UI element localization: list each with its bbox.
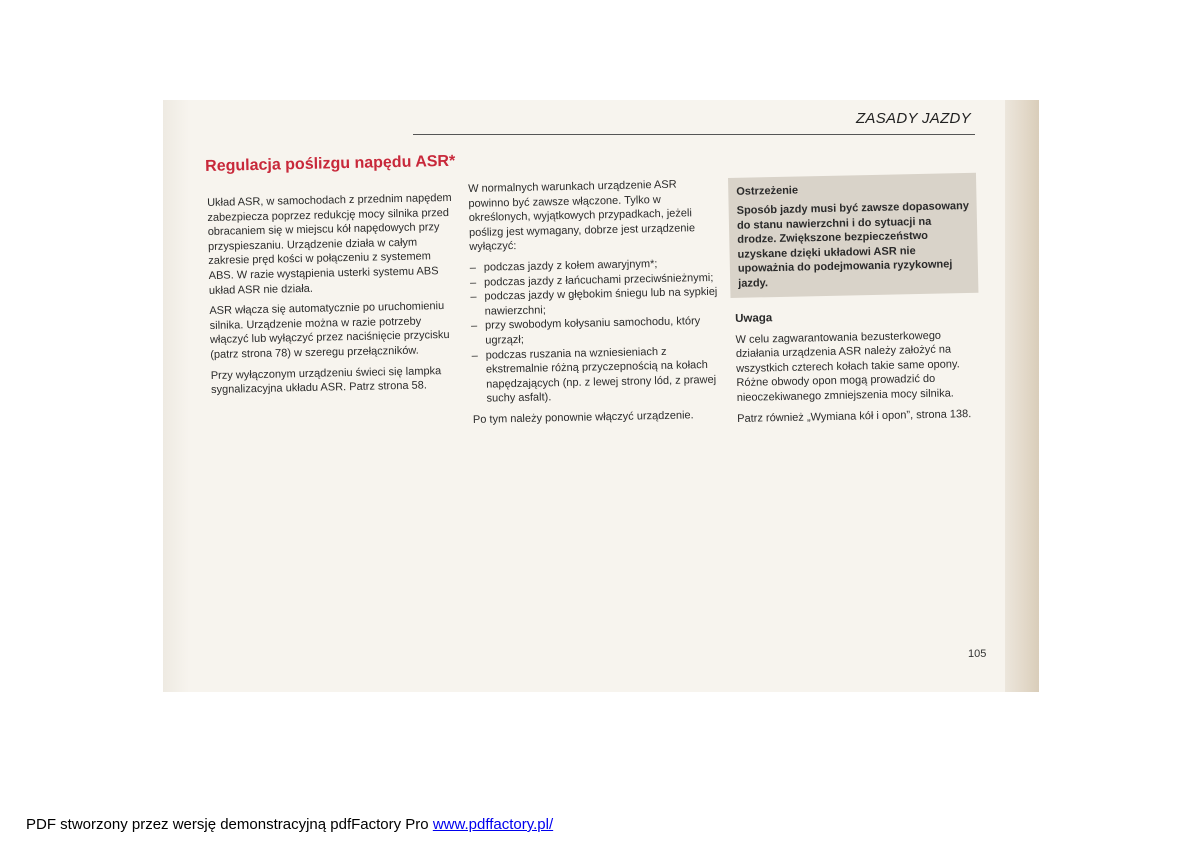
list-item-text: podczas ruszania na wzniesieniach z ekstremalnie różną przyczepnością na kołach napędzających (np. z lewej strony lód, z prawej suchy asfalt). [485, 345, 717, 405]
dash-marker: – [469, 261, 477, 274]
warning-text: Sposób jazdy musi być zawsze dopasowany do stanu nawierzchni i do sytuacji na drodze. Zwiększone bezpieczeństwo uzyskane dzięki układowi ASR nie upoważnia do podejmowania ryzykownej jazdy. [736, 199, 970, 290]
paragraph: Patrz również „Wymiana kół i opon”, strona 138. [737, 407, 972, 425]
running-header [413, 110, 975, 135]
text-column-1 [207, 191, 457, 404]
paragraph: W normalnych warunkach urządzenie ASR powinno być zawsze włączone. Tylko w określonych, wyjątkowych przypadkach, jeżeli poślizg jest wymagany, dobrze jest urządzenie wyłączyć: [468, 178, 696, 254]
list-item-text: przy swobodym kołysaniu samochodu, który ugrzązł; [484, 315, 701, 347]
paragraph: W celu zagwarantowania bezusterkowego działania urządzenia ASR należy założyć na wszystkich czterech kołach takie same opony. Różne obwody opon mogą prowadzić do nieoczekiwanego zmniejszenia mocy silnika. [735, 329, 960, 404]
pdf-footer [26, 816, 553, 833]
section-title: Regulacja poślizgu napędu ASR* [205, 152, 456, 175]
dash-marker: – [470, 291, 477, 304]
paragraph: Po tym należy ponownie włączyć urządzenie. [472, 409, 694, 426]
condition-list [470, 256, 721, 407]
page-edge-shadow [1005, 100, 1039, 692]
dash-marker: – [469, 276, 477, 289]
list-item [471, 343, 720, 407]
paragraph: Przy wyłączonym urządzeniu świeci się lampka sygnalizacyjna układu ASR. Patrz strona 58. [210, 364, 442, 397]
header-title: ZASADY JAZDY [855, 110, 971, 127]
note-column [735, 307, 983, 432]
page-number: 105 [968, 648, 987, 660]
paragraph: Układ ASR, w samochodach z przednim napędem zabezpiecza poprzez redukcję mocy silnika przed obracaniem się w miejscu kół napędowych przy przyspieszaniu. Urządzenie działa w całym zakresie pręd kości w połączeniu z systemem ABS. W razie wystąpienia usterki systemu ABS układ ASR nie działa. [207, 191, 452, 297]
warning-title: Ostrzeżenie [736, 184, 799, 198]
dash-marker: – [471, 349, 478, 362]
warning-box [728, 173, 978, 298]
footer-text: PDF stworzony przez wersję demonstracyjną pdfFactory Pro [26, 816, 433, 833]
list-item-text: podczas jazdy z łańcuchami przeciwśnieżnymi; [483, 271, 714, 289]
footer-link[interactable]: www.pdffactory.pl/ [432, 816, 554, 833]
text-column-2 [468, 177, 721, 434]
list-item-text: podczas jazdy z kołem awaryjnym*; [483, 258, 658, 274]
list-item-text: podczas jazdy w głębokim śniegu lub na sypkiej nawierzchni; [484, 285, 718, 318]
binding-shadow [163, 100, 189, 692]
note-title: Uwaga [735, 312, 773, 325]
dash-marker: – [470, 320, 478, 333]
paragraph: ASR włącza się automatycznie po uruchomieniu silnika. Urządzenie można w razie potrzeby włączyć lub wyłączyć przez naciśnięcie przycisku (patrz strona 78) w szeregu przełączników. [209, 300, 450, 361]
scanned-page [163, 100, 1039, 692]
